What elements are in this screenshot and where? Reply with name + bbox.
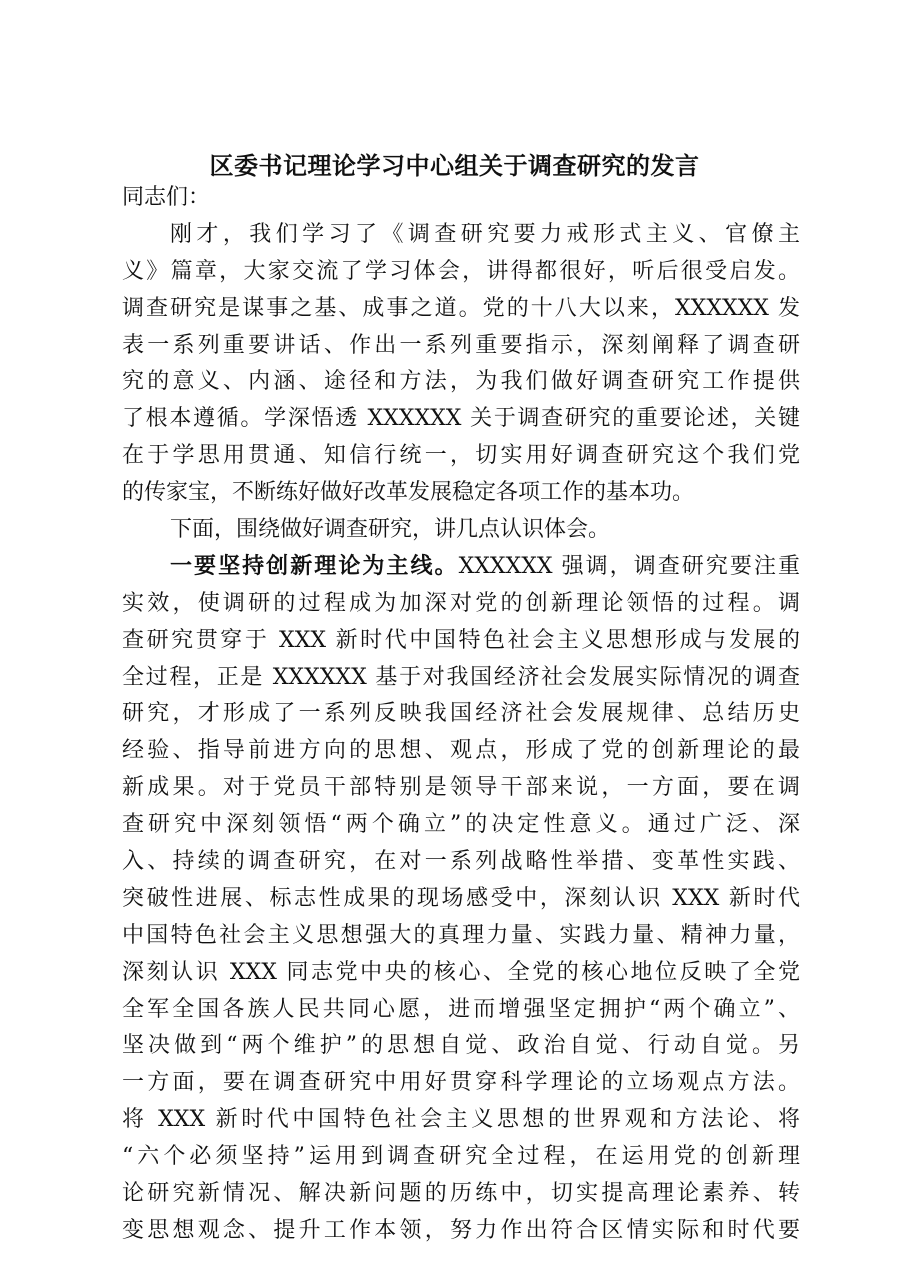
paragraph-line: 的传家宝，不断练好做好改革发展稳定各项工作的基本功。 <box>122 480 695 506</box>
paragraph-transition: 下面，围绕做好调查研究，讲几点认识体会。 <box>170 517 611 543</box>
paragraph-line: 新成果。对于党员干部特别是领导干部来说，一方面，要在调 <box>122 775 800 801</box>
section-1-first-line <box>122 549 800 586</box>
paragraph-line: 突破性进展、标志性成果的现场感受中，深刻认识 XXX 新时代 <box>122 885 800 911</box>
paragraph-line: 表一系列重要讲话、作出一系列重要指示，深刻阐释了调查研 <box>122 332 800 358</box>
paragraph-line: 一方面，要在调查研究中用好贯穿科学理论的立场观点方法。 <box>122 1070 800 1096</box>
paragraph-line: 查研究中深刻领悟“两个确立”的决定性意义。通过广泛、深 <box>122 812 800 838</box>
paragraph-line: 调查研究是谋事之基、成事之道。党的十八大以来，XXXXXX 发 <box>122 295 800 321</box>
paragraph-line: 究的意义、内涵、途径和方法，为我们做好调查研究工作提供 <box>122 369 800 395</box>
greeting-line: 同志们： <box>122 185 211 210</box>
paragraph-line: 变思想观念、提升工作本领，努力作出符合区情实际和时代要 <box>122 1217 800 1243</box>
document-body <box>122 180 800 1250</box>
paragraph-line: 入、持续的调查研究，在对一系列战略性举措、变革性实践、 <box>122 849 800 875</box>
paragraph-line: 全过程，正是 XXXXXX 基于对我国经济社会发展实际情况的调查 <box>122 664 800 690</box>
paragraph-line: 全军全国各族人民共同心愿，进而增强坚定拥护“两个确立”、 <box>122 996 800 1022</box>
section-1 <box>122 549 800 1250</box>
paragraph-line: 刚才，我们学习了《调查研究要力戒形式主义、官僚主 <box>170 221 800 247</box>
paragraph-line: 论研究新情况、解决新问题的历练中，切实提高理论素养、转 <box>122 1181 800 1207</box>
paragraph-line: 研究，才形成了一系列反映我国经济社会发展规律、总结历史 <box>122 701 800 727</box>
section-1-first-line-text: XXXXXX 强调，调查研究要注重 <box>458 553 800 579</box>
paragraph-line: 经验、指导前进方向的思想、观点，形成了党的创新理论的最 <box>122 738 800 764</box>
paragraph-line: 中国特色社会主义思想强大的真理力量、实践力量、精神力量， <box>122 922 800 948</box>
document-title: 区委书记理论学习中心组关于调查研究的发言 <box>209 151 700 180</box>
paragraph-line: 查研究贯穿于 XXX 新时代中国特色社会主义思想形成与发展的 <box>122 627 800 653</box>
paragraph-line: 在于学思用贯通、知信行统一，切实用好调查研究这个我们党 <box>122 443 800 469</box>
section-1-heading: 一要坚持创新理论为主线。 <box>170 553 459 579</box>
paragraph-line: 坚决做到“两个维护”的思想自觉、政治自觉、行动自觉。另 <box>122 1033 800 1059</box>
paragraph-line: 深刻认识 XXX 同志党中央的核心、全党的核心地位反映了全党 <box>122 959 800 985</box>
paragraph-line: 了根本遵循。学深悟透 XXXXXX 关于调查研究的重要论述，关键 <box>122 406 800 432</box>
paragraph-line: 义》篇章，大家交流了学习体会，讲得都很好，听后很受启发。 <box>122 258 800 284</box>
paragraph-line: 将 XXX 新时代中国特色社会主义思想的世界观和方法论、将 <box>122 1107 800 1133</box>
paragraph-line: 实效，使调研的过程成为加深对党的创新理论领悟的过程。调 <box>122 590 800 616</box>
paragraph-line: “六个必须坚持”运用到调查研究全过程，在运用党的创新理 <box>122 1144 800 1170</box>
paragraph-intro <box>122 217 800 512</box>
